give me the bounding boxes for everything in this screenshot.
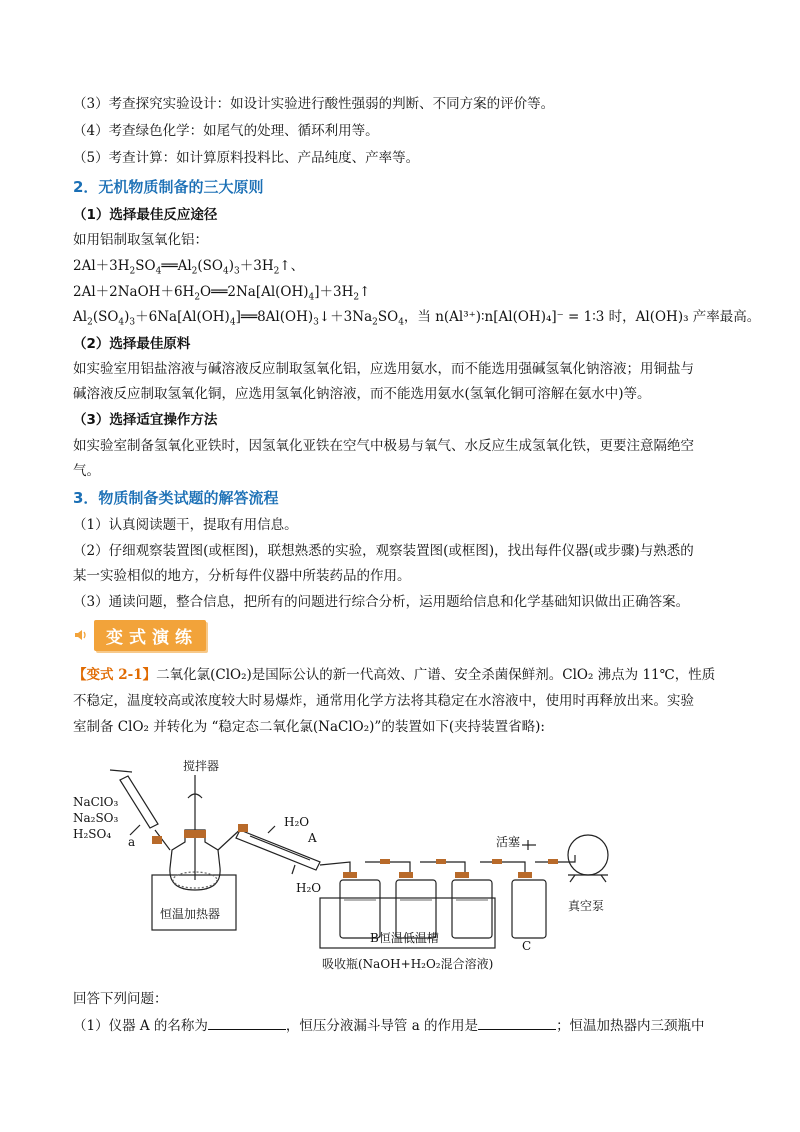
apparatus-diagram — [0, 750, 800, 980]
section-3-item1: （1）认真阅读题干，提取有用信息。 — [73, 517, 298, 533]
banner-label: 变式演练 — [94, 620, 206, 651]
equation-1: $2Al+3H_2SO_4══Al_2(SO_4)_3+3H_2↑$、 — [73, 258, 305, 277]
label-A: A — [308, 831, 317, 845]
label-reagent2: Na₂SO₃ — [73, 811, 119, 825]
section-2-sub3-title: （3）选择适宜操作方法 — [73, 412, 218, 428]
label-bath: B恒温低温槽 — [370, 931, 439, 945]
section-2-title: 2．无机物质制备的三大原则 — [73, 178, 264, 196]
section-2-sub2-line1: 如实验室用铝盐溶液与碱溶液反应制取氢氧化铝，应选用氨水，而不能选用强碱氢氧化钠溶液；用铜盐与 — [73, 361, 694, 377]
label-pump: 真空泵 — [568, 899, 605, 913]
exercise-p1: 二氧化氯(ClO₂)是国际公认的新一代高效、广谱、安全杀菌保鲜剂。ClO₂ 沸点为 11℃，性质 — [156, 667, 716, 683]
label-heater: 恒温加热器 — [160, 907, 221, 921]
q1-part-b: ，恒压分液漏斗导管 a 的作用是 — [285, 1018, 479, 1034]
label-a: a — [128, 835, 136, 849]
answer-blank-2[interactable] — [478, 1016, 556, 1030]
answer-blank-1[interactable] — [208, 1016, 286, 1030]
label-water-in: H₂O — [296, 881, 322, 895]
equation-2: $2Al+2NaOH+6H_2O══2Na[Al(OH)_4]+3H_2↑$ — [73, 284, 371, 303]
section-2-sub2-title: （2）选择最佳原料 — [73, 336, 191, 352]
section-3-title: 3．物质制备类试题的解答流程 — [73, 489, 279, 507]
label-valve: 活塞 — [496, 835, 521, 849]
dropping-funnel — [120, 776, 158, 828]
list-item-3: （3）考查探究实验设计：如设计实验进行酸性强弱的判断、不同方案的评价等。 — [73, 96, 555, 112]
practice-banner — [74, 620, 206, 650]
speaker-icon — [74, 628, 88, 642]
bottle-c — [512, 880, 546, 938]
label-absorber: 吸收瓶(NaOH+H₂O₂混合溶液) — [322, 957, 494, 971]
exercise-line1 — [73, 666, 715, 684]
section-3-item2-line1: （2）仔细观察装置图(或框图)，联想熟悉的实验，观察装置图(或框图)，找出每件仪器(或步骤)与熟悉的 — [73, 543, 694, 559]
questions-intro: 回答下列问题： — [73, 991, 168, 1007]
question-1 — [73, 1016, 705, 1035]
section-3-item3: （3）通读问题，整合信息，把所有的问题进行综合分析，运用题给信息和化学基础知识做出正确答案。 — [73, 594, 690, 610]
equation-3-tail: ，当 n(Al³⁺)∶n[Al(OH)₄]⁻ = 1∶3 时，Al(OH)₃ 产率最高。 — [403, 309, 761, 325]
label-stirrer: 搅拌器 — [183, 759, 220, 773]
vacuum-pump — [568, 835, 608, 875]
absorber-bottle-1 — [340, 880, 380, 938]
list-item-4: （4）考查绿色化学：如尾气的处理、循环利用等。 — [73, 123, 379, 139]
absorber-bottle-2 — [396, 880, 436, 938]
absorber-bottle-3 — [452, 880, 492, 938]
section-3-item2-line2: 某一实验相似的地方，分析每件仪器中所装药品的作用。 — [73, 568, 411, 584]
section-2-sub1-intro: 如用铝制取氢氧化铝： — [73, 232, 208, 248]
label-C: C — [522, 939, 532, 953]
label-reagent1: NaClO₃ — [73, 795, 119, 809]
exercise-tag: 【变式 2-1】 — [73, 667, 157, 683]
list-item-5: （5）考查计算：如计算原料投料比、产品纯度、产率等。 — [73, 150, 420, 166]
q1-part-c: ；恒温加热器内三颈瓶中 — [556, 1018, 705, 1034]
section-2-sub2-line2: 碱溶液反应制取氢氧化铜，应选用氢氧化钠溶液，而不能选用氨水(氢氧化铜可溶解在氨水中)等。 — [73, 386, 651, 402]
section-2-sub3-line1: 如实验室制备氢氧化亚铁时，因氢氧化亚铁在空气中极易与氧气、水反应生成氢氧化铁，更要注意隔绝空 — [73, 438, 694, 454]
section-2-sub1-title: （1）选择最佳反应途径 — [73, 207, 218, 223]
heater-box — [152, 875, 236, 930]
label-reagent3: H₂SO₄ — [73, 827, 112, 841]
exercise-line3: 室制备 ClO₂ 并转化为 “稳定态二氧化氯(NaClO₂)”的装置如下(夹持装置省略): — [73, 719, 545, 735]
equation-3: $Al_2(SO_4)_3+6Na[Al(OH)_4]══8Al(OH)_3↓+3Na_2SO_4$，当 n(Al³⁺)∶n[Al(OH)₄]⁻ = 1∶3 时，Al(OH)₃ 产率最高。 — [73, 309, 761, 328]
label-water-out: H₂O — [284, 815, 310, 829]
section-2-sub3-line2: 气。 — [73, 463, 100, 479]
q1-part-a: （1）仪器 A 的名称为 — [73, 1018, 208, 1034]
exercise-line2: 不稳定，温度较高或浓度较大时易爆炸，通常用化学方法将其稳定在水溶液中，使用时再释放出来。实验 — [73, 693, 694, 709]
